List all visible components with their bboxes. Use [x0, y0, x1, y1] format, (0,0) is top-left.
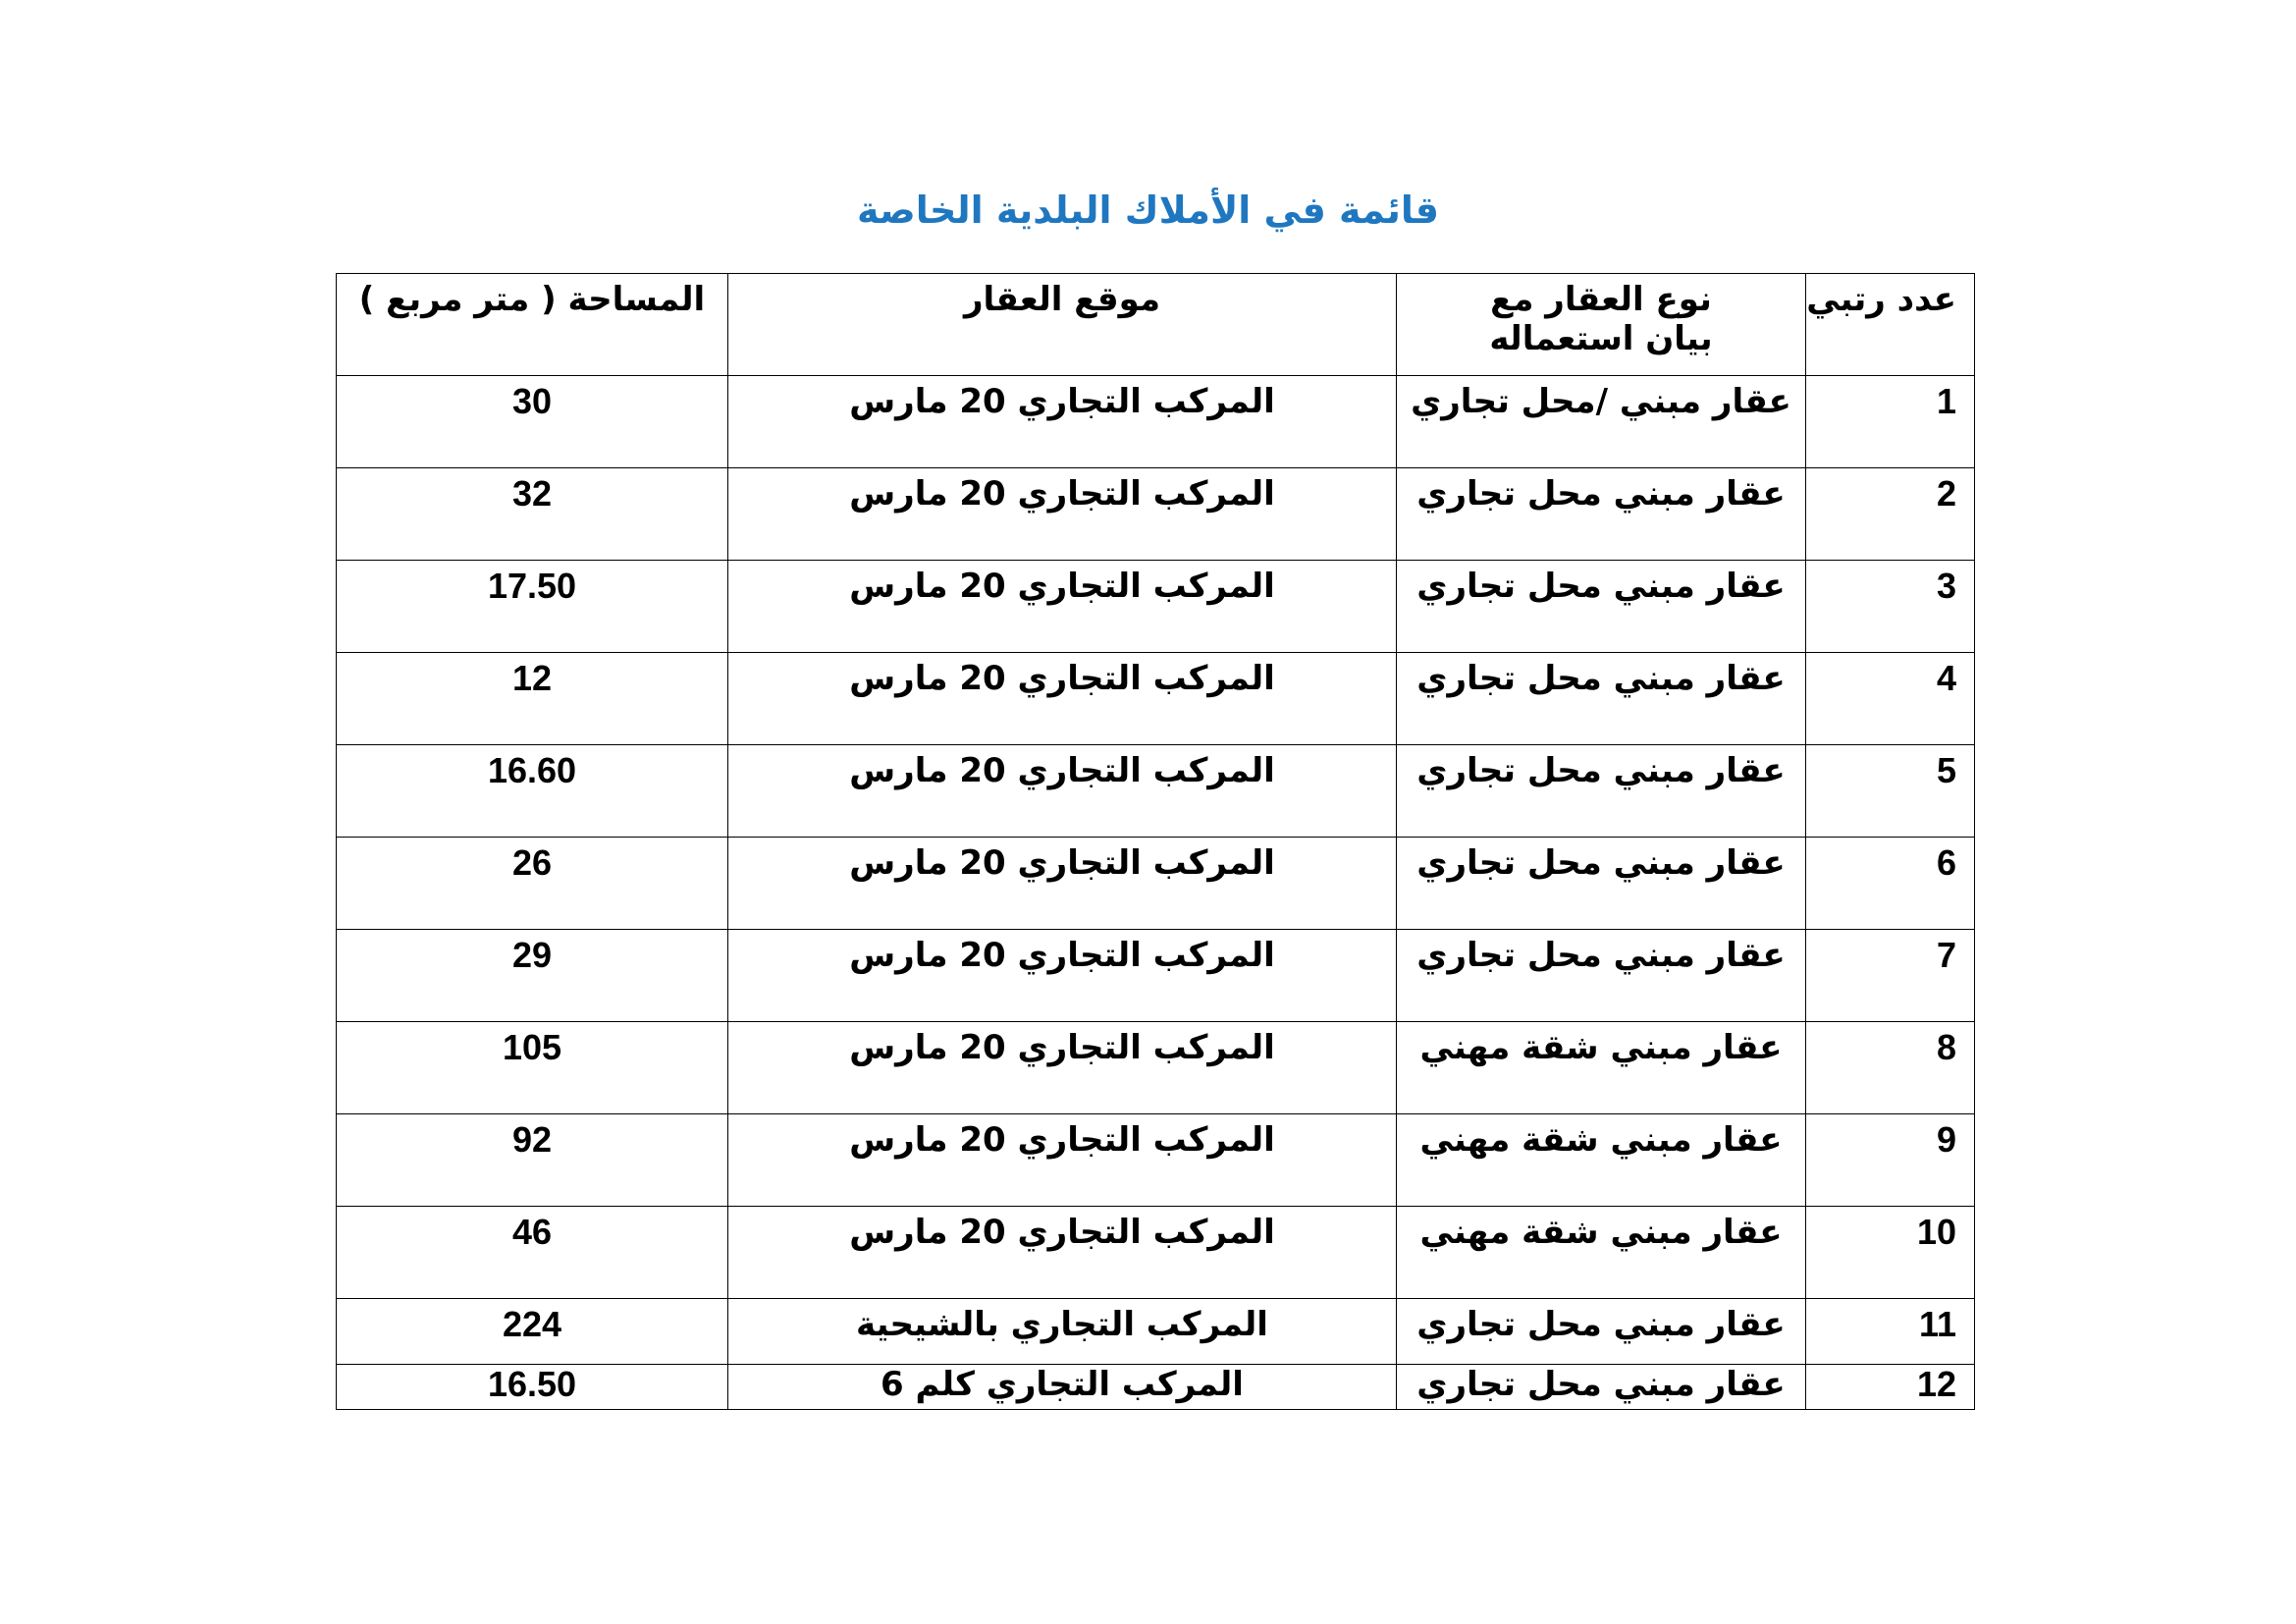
cell-location: المركب التجاري 20 مارس: [728, 838, 1397, 930]
cell-area: 32: [337, 468, 728, 561]
cell-area: 12: [337, 653, 728, 745]
cell-type: عقار مبني محل تجاري: [1397, 930, 1806, 1022]
cell-location: المركب التجاري 20 مارس: [728, 930, 1397, 1022]
cell-type: عقار مبني محل تجاري: [1397, 1365, 1806, 1410]
table-row: [337, 1022, 1975, 1114]
page-title: قائمة في الأملاك البلدية الخاصة: [856, 189, 1439, 232]
cell-area: 105: [337, 1022, 728, 1114]
cell-area: 29: [337, 930, 728, 1022]
cell-type: عقار مبني شقة مهني: [1397, 1207, 1806, 1299]
header-type: نوع العقار مع بيان استعماله: [1397, 274, 1806, 376]
table-row: [337, 930, 1975, 1022]
cell-location: المركب التجاري 20 مارس: [728, 1022, 1397, 1114]
cell-location: المركب التجاري 20 مارس: [728, 1114, 1397, 1207]
cell-number: 1: [1806, 376, 1975, 468]
table-row: [337, 1114, 1975, 1207]
cell-number: 3: [1806, 561, 1975, 653]
cell-area: 46: [337, 1207, 728, 1299]
cell-area: 17.50: [337, 561, 728, 653]
cell-type: عقار مبني /محل تجاري: [1397, 376, 1806, 468]
table-row: [337, 1365, 1975, 1410]
cell-area: 224: [337, 1299, 728, 1365]
cell-type: عقار مبني محل تجاري: [1397, 561, 1806, 653]
cell-location: المركب التجاري كلم 6: [728, 1365, 1397, 1410]
cell-number: 2: [1806, 468, 1975, 561]
cell-location: المركب التجاري 20 مارس: [728, 1207, 1397, 1299]
cell-number: 8: [1806, 1022, 1975, 1114]
table-row: [337, 838, 1975, 930]
cell-location: المركب التجاري 20 مارس: [728, 468, 1397, 561]
table-row: [337, 653, 1975, 745]
table-row: [337, 745, 1975, 838]
cell-type: عقار مبني محل تجاري: [1397, 653, 1806, 745]
cell-type: عقار مبني محل تجاري: [1397, 1299, 1806, 1365]
cell-number: 5: [1806, 745, 1975, 838]
table-row: [337, 561, 1975, 653]
cell-number: 11: [1806, 1299, 1975, 1365]
cell-location: المركب التجاري 20 مارس: [728, 376, 1397, 468]
header-area: المساحة ( متر مربع ): [337, 274, 728, 376]
cell-location: المركب التجاري 20 مارس: [728, 745, 1397, 838]
cell-type: عقار مبني محل تجاري: [1397, 745, 1806, 838]
cell-type: عقار مبني شقة مهني: [1397, 1114, 1806, 1207]
table-row: [337, 468, 1975, 561]
cell-number: 12: [1806, 1365, 1975, 1410]
cell-number: 9: [1806, 1114, 1975, 1207]
cell-area: 92: [337, 1114, 728, 1207]
table-header-row: [337, 274, 1975, 376]
cell-area: 16.50: [337, 1365, 728, 1410]
header-location: موقع العقار: [728, 274, 1397, 376]
header-number: عدد رتبي: [1806, 274, 1975, 376]
cell-number: 6: [1806, 838, 1975, 930]
property-table: [336, 273, 1975, 1410]
cell-number: 4: [1806, 653, 1975, 745]
table-row: [337, 1207, 1975, 1299]
cell-type: عقار مبني شقة مهني: [1397, 1022, 1806, 1114]
cell-location: المركب التجاري 20 مارس: [728, 653, 1397, 745]
cell-location: المركب التجاري 20 مارس: [728, 561, 1397, 653]
cell-type: عقار مبني محل تجاري: [1397, 838, 1806, 930]
cell-type: عقار مبني محل تجاري: [1397, 468, 1806, 561]
table-row: [337, 1299, 1975, 1365]
cell-number: 7: [1806, 930, 1975, 1022]
cell-area: 30: [337, 376, 728, 468]
cell-number: 10: [1806, 1207, 1975, 1299]
cell-area: 16.60: [337, 745, 728, 838]
cell-location: المركب التجاري بالشيحية: [728, 1299, 1397, 1365]
table-row: [337, 376, 1975, 468]
cell-area: 26: [337, 838, 728, 930]
